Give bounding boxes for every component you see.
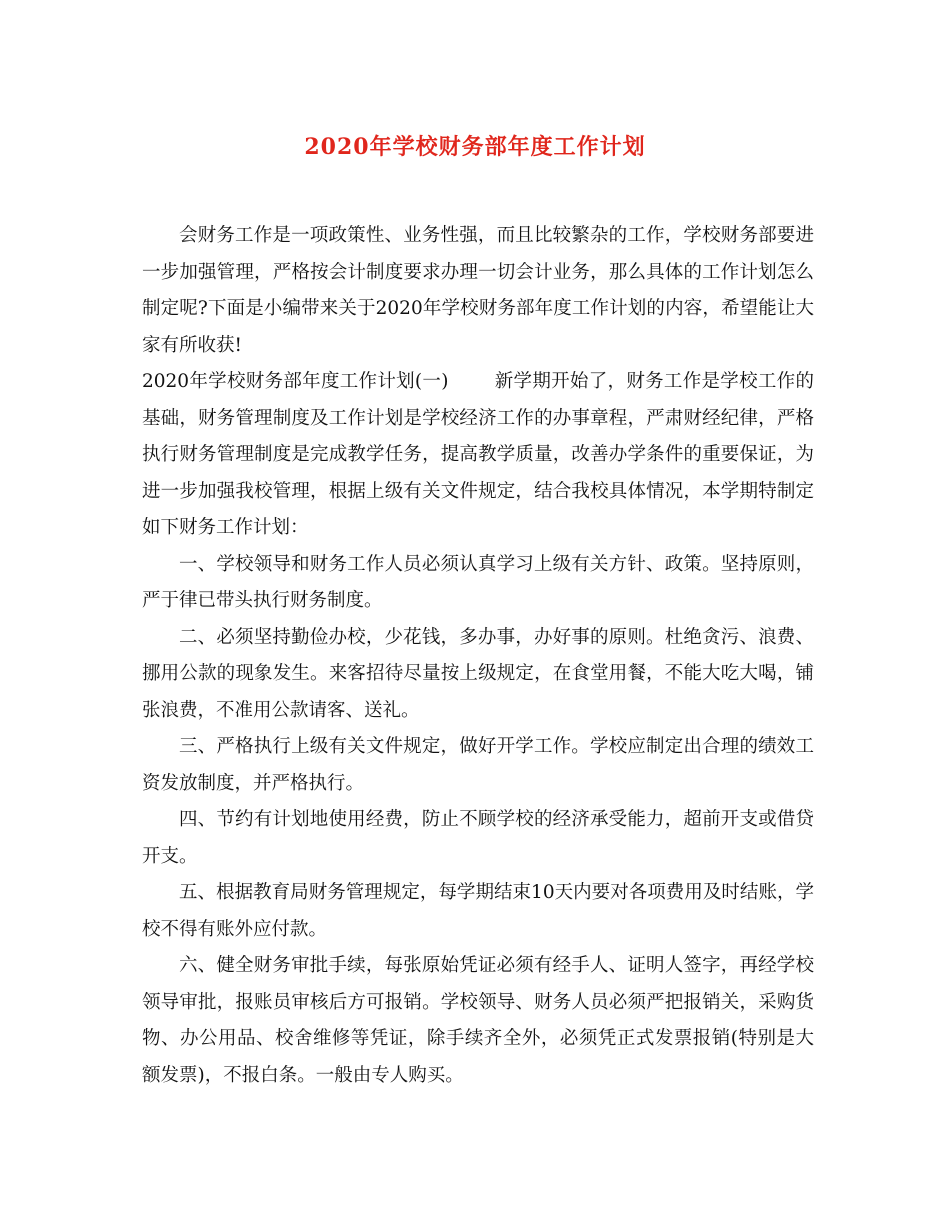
section-lead: 新学期开始了，财务工作是学校工作的基础，财务管理制度及工作计划是学校经济工作的办事章程，严肃财经纪律，严格执行财务管理制度是完成教学任务，提高教学质量，改善办学条件的重要保证，为进一步加强我校管理，根据上级有关文件规定，结合我校具体情况，本学期特制定如下财务工作计划： xyxy=(142,371,814,538)
item-paragraph-4: 四、节约有计划地使用经费，防止不顾学校的经济承受能力，超前开支或借贷开支。 xyxy=(142,809,814,867)
item-paragraph-3: 三、严格执行上级有关文件规定，做好开学工作。学校应制定出合理的绩效工资发放制度，并严格执行。 xyxy=(142,736,814,794)
section-heading: 2020年学校财务部年度工作计划(一) xyxy=(142,371,449,392)
item-paragraph-2: 二、必须坚持勤俭办校，少花钱，多办事，办好事的原则。杜绝贪污、浪费、挪用公款的现象发生。来客招待尽量按上级规定，在食堂用餐，不能大吃大喝，铺张浪费，不准用公款请客、送礼。 xyxy=(142,626,814,721)
document-body xyxy=(142,218,814,1094)
item-paragraph-5: 五、根据教育局财务管理规定，每学期结束10天内要对各项费用及时结账，学校不得有账外应付款。 xyxy=(142,882,814,940)
item-paragraph-6: 六、健全财务审批手续，每张原始凭证必须有经手人、证明人签字，再经学校领导审批，报账员审核后方可报销。学校领导、财务人员必须严把报销关，采购货物、办公用品、校舍维修等凭证，除手续齐全外，必须凭正式发票报销(特别是大额发票)，不报白条。一般由专人购买。 xyxy=(142,955,814,1086)
item-paragraph-1: 一、学校领导和财务工作人员必须认真学习上级有关方针、政策。坚持原则，严于律已带头执行财务制度。 xyxy=(142,553,814,611)
section-paragraph xyxy=(142,364,814,547)
document-title: 2020年学校财务部年度工作计划 xyxy=(304,134,646,160)
intro-paragraph: 会财务工作是一项政策性、业务性强，而且比较繁杂的工作，学校财务部要进一步加强管理，严格按会计制度要求办理一切会计业务，那么具体的工作计划怎么制定呢?下面是小编带来关于2020年学校财务部年度工作计划的内容，希望能让大家有所收获! xyxy=(142,225,814,356)
